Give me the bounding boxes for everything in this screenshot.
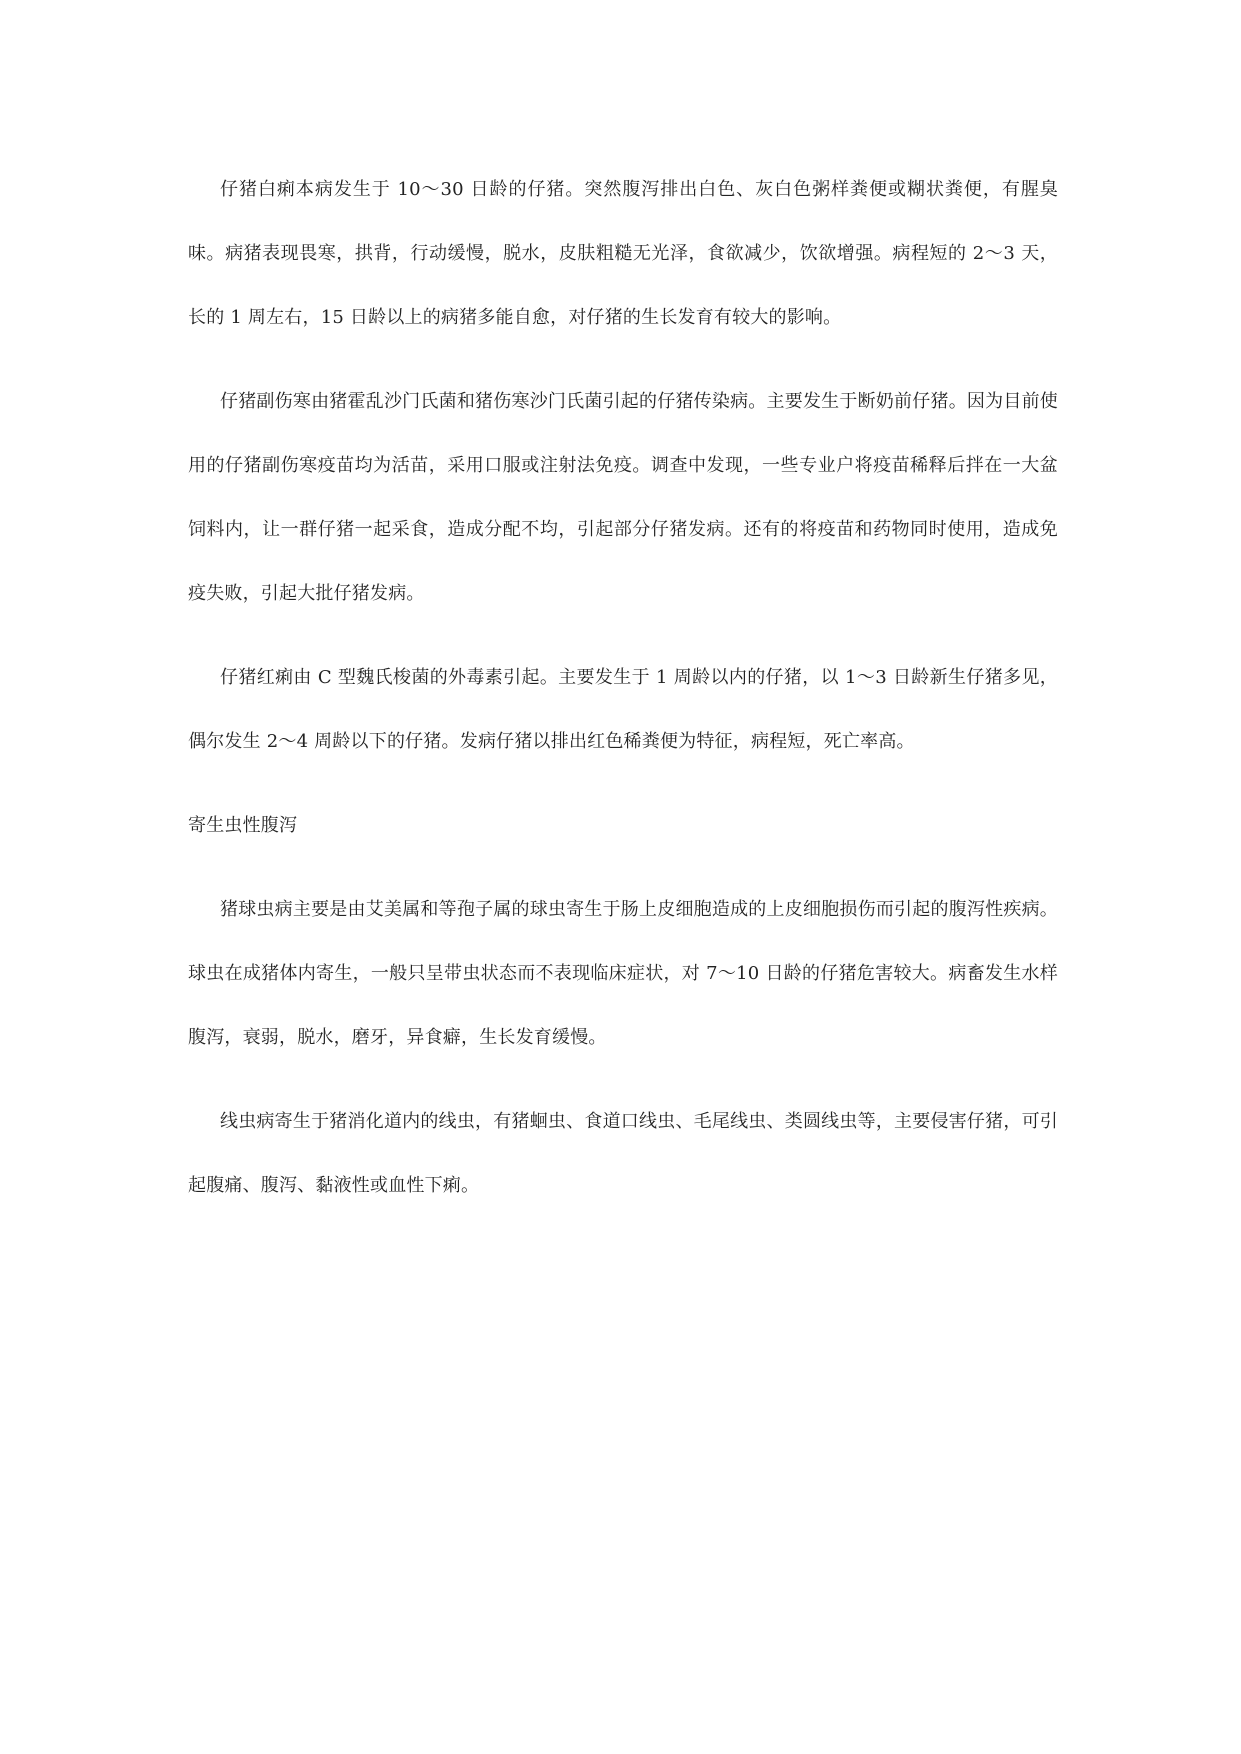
paragraph-nematode-disease: 线虫病寄生于猪消化道内的线虫，有猪蛔虫、食道口线虫、毛尾线虫、类圆线虫等，主要侵害仔猪，可引起腹痛、腹泻、黏液性或血性下痢。 — [188, 1111, 1058, 1196]
paragraph-coccidiosis: 猪球虫病主要是由艾美属和等孢子属的球虫寄生于肠上皮细胞造成的上皮细胞损伤而引起的腹泻性疾病。球虫在成猪体内寄生，一般只呈带虫状态而不表现临床症状，对 7～10 日龄的仔猪危害较大。病畜发生水样腹泻，衰弱，脱水，磨牙，异食癖，生长发育缓慢。 — [188, 899, 1058, 1048]
paragraph-piglet-paratyphoid: 仔猪副伤寒由猪霍乱沙门氏菌和猪伤寒沙门氏菌引起的仔猪传染病。主要发生于断奶前仔猪。因为目前使用的仔猪副伤寒疫苗均为活苗，采用口服或注射法免疫。调查中发现，一些专业户将疫苗稀释后拌在一大盆饲料内，让一群仔猪一起采食，造成分配不均，引起部分仔猪发病。还有的将疫苗和药物同时使用，造成免疫失败，引起大批仔猪发病。 — [188, 391, 1058, 604]
section-heading-parasitic-diarrhea: 寄生虫性腹泻 — [188, 815, 298, 836]
paragraph-piglet-white-dysentery: 仔猪白痢本病发生于 10～30 日龄的仔猪。突然腹泻排出白色、灰白色粥样粪便或糊状粪便，有腥臭味。病猪表现畏寒，拱背，行动缓慢，脱水，皮肤粗糙无光泽，食欲减少，饮欲增强。病程短的 2～3 天，长的 1 周左右，15 日龄以上的病猪多能自愈，对仔猪的生长发育有较大的影响。 — [188, 179, 1058, 328]
paragraph-piglet-red-dysentery: 仔猪红痢由 C 型魏氏梭菌的外毒素引起。主要发生于 1 周龄以内的仔猪，以 1～3 日龄新生仔猪多见，偶尔发生 2～4 周龄以下的仔猪。发病仔猪以排出红色稀粪便为特征，病程短，死亡率高。 — [188, 667, 1058, 752]
document-body — [188, 158, 1058, 1238]
